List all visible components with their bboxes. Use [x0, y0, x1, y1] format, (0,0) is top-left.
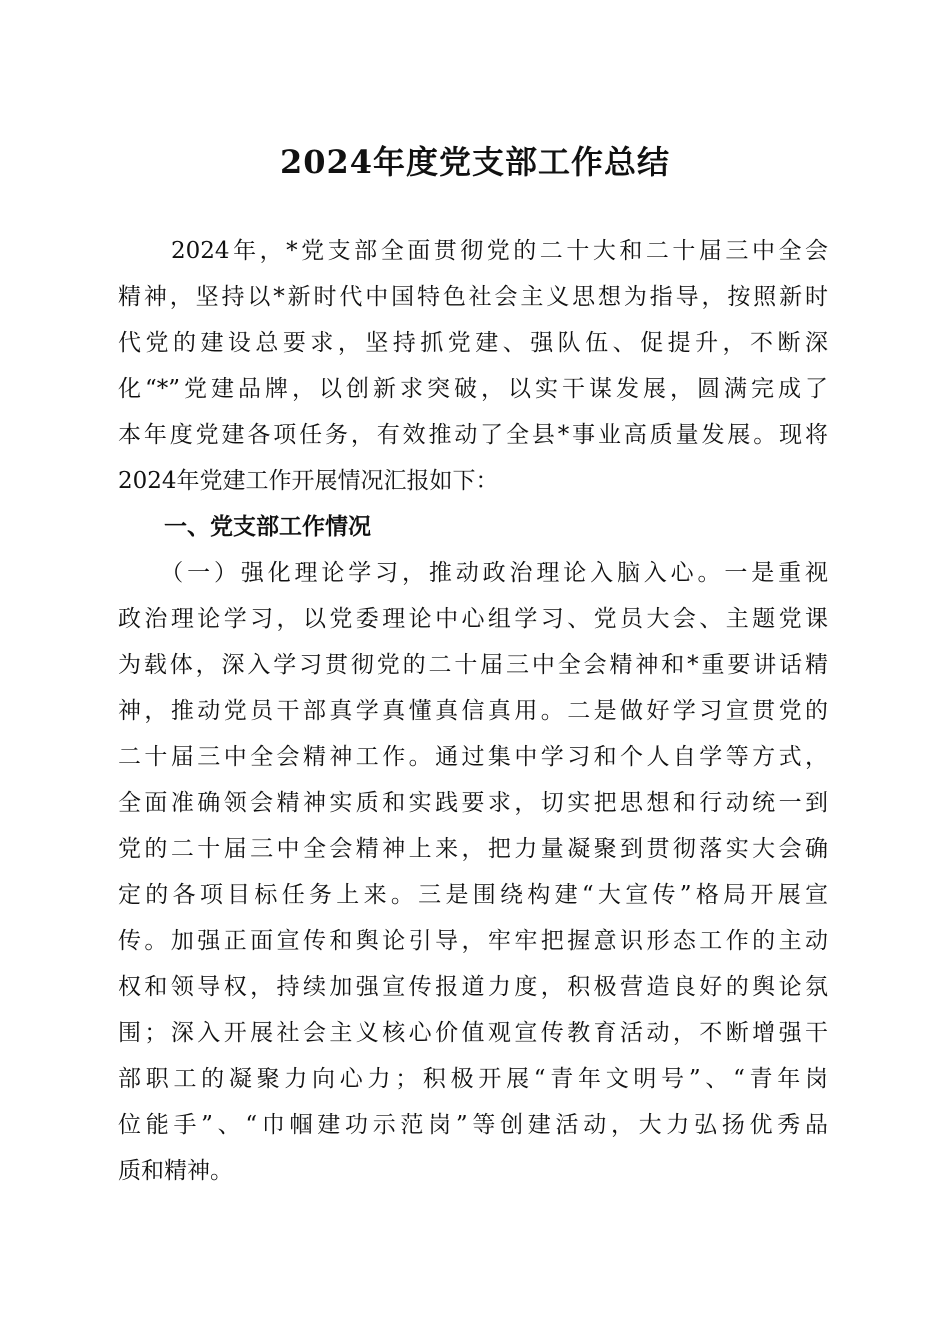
body-line: 二十届三中全会精神工作。通过集中学习和个人自学等方式，: [118, 744, 828, 770]
body-line: 2024年党建工作开展情况汇报如下：: [118, 468, 499, 494]
body-line: 代党的建设总要求，坚持抓党建、强队伍、促提升，不断深: [118, 330, 828, 356]
body-line: 党的二十届三中全会精神上来，把力量凝聚到贯彻落实大会确: [118, 836, 828, 862]
body-line: 位能手”、“巾帼建功示范岗”等创建活动，大力弘扬优秀品: [118, 1112, 828, 1138]
section-heading: 一、党支部工作情况: [118, 513, 371, 540]
body-line: 政治理论学习，以党委理论中心组学习、党员大会、主题党课: [118, 606, 828, 632]
body-line: 本年度党建各项任务，有效推动了全县*事业高质量发展。现将: [118, 422, 828, 448]
body-line: 精神，坚持以*新时代中国特色社会主义思想为指导，按照新时: [118, 284, 828, 310]
body-line: （一）强化理论学习，推动政治理论入脑入心。一是重视: [118, 560, 828, 586]
body-line: 神，推动党员干部真学真懂真信真用。二是做好学习宣贯党的: [118, 698, 828, 724]
body-line: 化“*”党建品牌，以创新求突破，以实干谋发展，圆满完成了: [118, 376, 828, 402]
body-line: 传。加强正面宣传和舆论引导，牢牢把握意识形态工作的主动: [118, 928, 828, 954]
body-line: 全面准确领会精神实质和实践要求，切实把思想和行动统一到: [118, 790, 828, 816]
document-title: 2024年度党支部工作总结: [279, 143, 671, 181]
body-line: 权和领导权，持续加强宣传报道力度，积极营造良好的舆论氛: [118, 974, 828, 1000]
body-line: 质和精神。: [118, 1158, 233, 1184]
body-line: 部职工的凝聚力向心力；积极开展“青年文明号”、“青年岗: [118, 1066, 828, 1092]
body-line: 为载体，深入学习贯彻党的二十届三中全会精神和*重要讲话精: [118, 652, 828, 678]
body-line: 围；深入开展社会主义核心价值观宣传教育活动，不断增强干: [118, 1020, 828, 1046]
body-line: 2024年，*党支部全面贯彻党的二十大和二十届三中全会: [118, 238, 828, 264]
body-line: 定的各项目标任务上来。三是围绕构建“大宣传”格局开展宣: [118, 882, 828, 908]
